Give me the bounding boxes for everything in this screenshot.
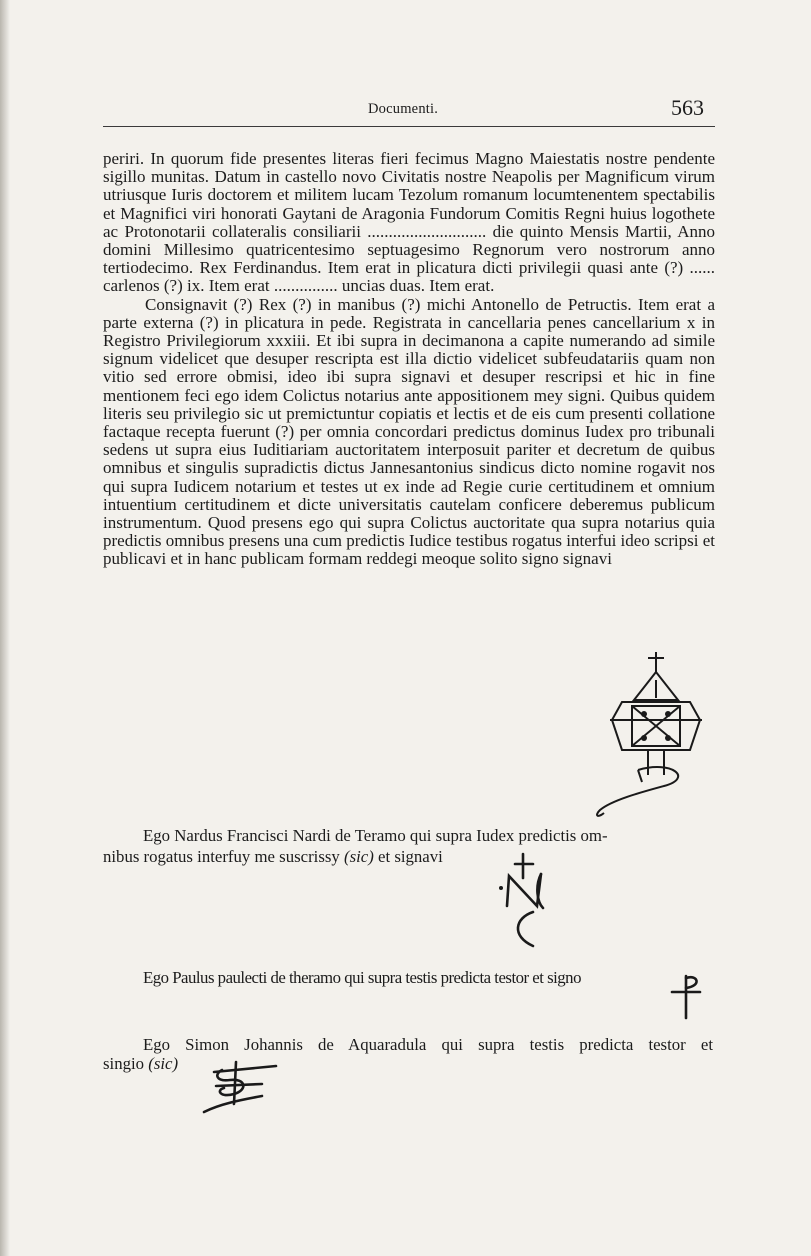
body-paragraph-1: periri. In quorum fide presentes literas fieri fecimus Magno Maiestatis nostre pendente sigillo munitas. Datum in castello novo Civitatis nostre Neapolis per Magnificum virum utriusque Iuris doctorem et militem lucam Tezolum romanum locumtenentem spectabilis et Magnifici viri honorati Gaytani de Aragonia Fundorum Comitis Regni huius logothete ac Protonotarii collateralis consiliarii ............................ die quinto Mensis Martii, Anno domini Millesimo quatricentesimo septuagesimo Regnorum vero nostrorum anno tertiodecimo. Rex Ferdinandus. Item erat in plicatura dicti privilegii quasi ante (?) ...... carlenos (?) ix. Item erat ............... uncias duas. Item erat. (103, 149, 715, 296)
signature-simon-text: singio (103, 1054, 145, 1073)
sic-annotation: (sic) (343, 847, 374, 866)
signature-nardus-line2 (103, 847, 443, 866)
running-header-title: Documenti. (368, 101, 439, 117)
sic-annotation: (sic) (148, 1054, 179, 1073)
notary-sign-simon-icon (200, 1060, 285, 1120)
body-paragraph-2: Consignavit (?) Rex (?) in manibus (?) michi Antonello de Petructis. Item erat a parte externa (?) in plicatura in pede. Registrata in cancellaria penes cancellarium x in Registro Privilegiorum xxxiii. Et ibi supra in decimanona a capite numerando ad simile signum videlicet que desuper rescripta est illa dictio videlicet subfeudatariis quam non vitio sed errore obmisi, ideo ibi supra signavi et desuper rescripsi et hic in fine mentionem feci ego idem Colictus notarius ante appositionem mey signi. Quibus quidem literis seu privilegio sic ut premictuntur copiatis et lectis et de eis cum presenti collatione factaque recepta fuerunt (?) per omnia concordari predictus dominus Iudex pro tribunali sedens ut supra eius Iuditiariam auctoritatem interposuit pariter et decretum de quibus omnibus et singulis supradictis dictus Jannesantonius sindicus dicto nomine rogavit nos qui supra Iudicem notarium et testes ut ex inde ad Regie curie certitudinem et omnium intuentium certitudinem et dicte universitatis cautelam conficere deberemus publicum instrumentum. Quod presens ego qui supra Colictus auctoritate qua supra notarius quia predictis omnibus presens una cum predictis Iudice testibus rogatus interfui ideo scripsi et publicavi et in hanc publicam formam reddegi meoque solito signo signavi (103, 294, 715, 569)
signature-nardus-line1: Ego Nardus Francisci Nardi de Teramo qui supra Iudex predictis om- (143, 826, 608, 845)
page-edge-shadow (0, 0, 10, 1256)
notary-sign-paulus-icon (668, 972, 708, 1022)
signature-simon-line2 (103, 1054, 178, 1073)
notary-sign-nardus-icon (497, 852, 557, 952)
signature-nardus-text: nibus rogatus interfuy me suscrissy (103, 847, 340, 866)
notary-sign-colictus-icon (582, 650, 712, 820)
signature-paulus-line: Ego Paulus paulecti de theramo qui supra testis predicta testor et signo (143, 968, 581, 987)
signature-nardus-text-end: et signavi (378, 847, 443, 866)
page-number: 563 (671, 95, 704, 120)
header-rule (103, 126, 715, 127)
document-body (103, 150, 715, 569)
signature-simon-line1: Ego Simon Johannis de Aquaradula qui supra testis predicta testor et (143, 1035, 713, 1054)
